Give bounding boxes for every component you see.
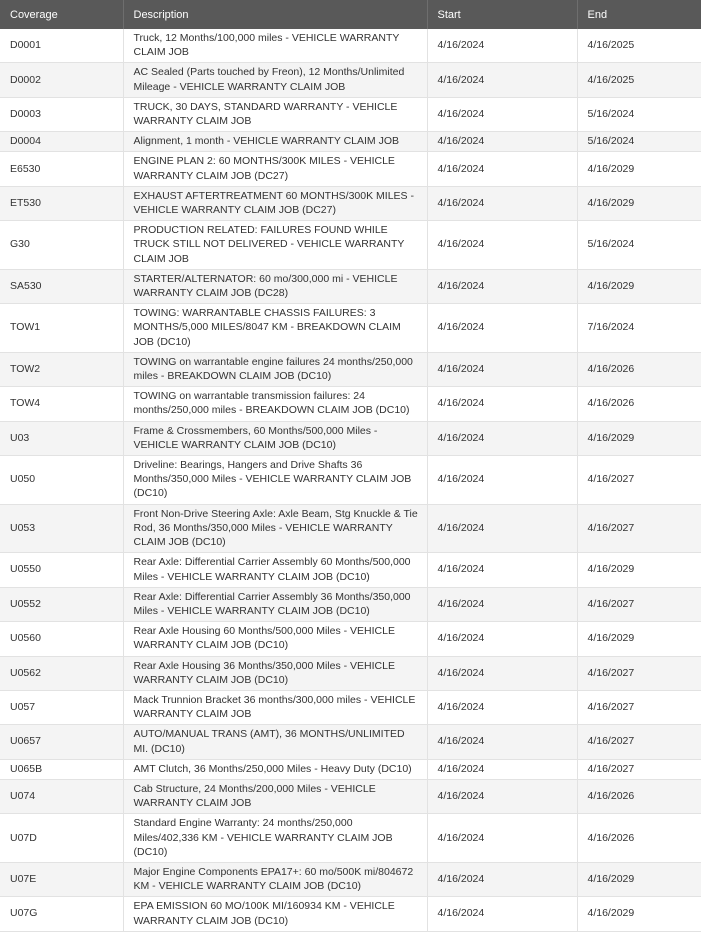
table-row[interactable] <box>0 690 701 724</box>
table-row[interactable] <box>0 186 701 220</box>
table-row[interactable] <box>0 152 701 186</box>
coverage-code: U07D <box>0 814 123 863</box>
start-date: 4/16/2024 <box>427 186 577 220</box>
start-date: 4/16/2024 <box>427 725 577 759</box>
start-date: 4/16/2024 <box>427 387 577 421</box>
coverage-code: U0552 <box>0 587 123 621</box>
end-date: 4/16/2026 <box>577 814 701 863</box>
coverage-description: Cab Structure, 24 Months/200,000 Miles - VEHICLE WARRANTY CLAIM JOB <box>123 779 427 813</box>
coverage-code: ET530 <box>0 186 123 220</box>
coverage-code: TOW1 <box>0 304 123 353</box>
start-date: 4/16/2024 <box>427 504 577 553</box>
start-date: 4/16/2024 <box>427 897 577 931</box>
end-date: 4/16/2029 <box>577 152 701 186</box>
coverage-code: SA530 <box>0 269 123 303</box>
coverage-description: TOWING on warrantable transmission failures: 24 months/250,000 miles - BREAKDOWN CLAIM JOB (DC10) <box>123 387 427 421</box>
coverage-description: EPA EMISSION 60 MO/100K MI/160934 KM - VEHICLE WARRANTY CLAIM JOB (DC10) <box>123 897 427 931</box>
coverage-description: TRUCK, 30 DAYS, STANDARD WARRANTY - VEHICLE WARRANTY CLAIM JOB <box>123 97 427 131</box>
coverage-description: PRODUCTION RELATED: FAILURES FOUND WHILE TRUCK STILL NOT DELIVERED - VEHICLE WARRANTY CLAIM JOB <box>123 221 427 270</box>
coverage-description: AMT Clutch, 36 Months/250,000 Miles - Heavy Duty (DC10) <box>123 759 427 779</box>
start-date: 4/16/2024 <box>427 269 577 303</box>
coverage-description: STARTER/ALTERNATOR: 60 mo/300,000 mi - VEHICLE WARRANTY CLAIM JOB (DC28) <box>123 269 427 303</box>
table-row[interactable] <box>0 63 701 97</box>
coverage-description: Rear Axle Housing 36 Months/350,000 Miles - VEHICLE WARRANTY CLAIM JOB (DC10) <box>123 656 427 690</box>
end-date: 4/16/2026 <box>577 387 701 421</box>
table-row[interactable] <box>0 352 701 386</box>
end-date: 4/16/2029 <box>577 897 701 931</box>
start-date: 4/16/2024 <box>427 63 577 97</box>
end-date: 4/16/2027 <box>577 587 701 621</box>
column-header-coverage[interactable]: Coverage <box>0 0 123 29</box>
start-date: 4/16/2024 <box>427 97 577 131</box>
coverage-code: E6530 <box>0 152 123 186</box>
coverage-code: U0657 <box>0 725 123 759</box>
start-date: 4/16/2024 <box>427 132 577 152</box>
coverage-code: D0002 <box>0 63 123 97</box>
table-row[interactable] <box>0 814 701 863</box>
column-header-description[interactable]: Description <box>123 0 427 29</box>
end-date: 4/16/2026 <box>577 779 701 813</box>
table-row[interactable] <box>0 387 701 421</box>
start-date: 4/16/2024 <box>427 553 577 587</box>
table-row[interactable] <box>0 725 701 759</box>
coverage-code: U053 <box>0 504 123 553</box>
end-date: 4/16/2029 <box>577 553 701 587</box>
coverage-description: ENGINE PLAN 2: 60 MONTHS/300K MILES - VEHICLE WARRANTY CLAIM JOB (DC27) <box>123 152 427 186</box>
start-date: 4/16/2024 <box>427 29 577 63</box>
coverage-description: Rear Axle: Differential Carrier Assembly 36 Months/350,000 Miles - VEHICLE WARRANTY CLAIM JOB (DC10) <box>123 587 427 621</box>
coverage-description: Alignment, 1 month - VEHICLE WARRANTY CLAIM JOB <box>123 132 427 152</box>
start-date: 4/16/2024 <box>427 622 577 656</box>
start-date: 4/16/2024 <box>427 304 577 353</box>
coverage-description: TOWING on warrantable engine failures 24 months/250,000 miles - BREAKDOWN CLAIM JOB (DC10) <box>123 352 427 386</box>
end-date: 4/16/2029 <box>577 862 701 896</box>
coverage-code: D0001 <box>0 29 123 63</box>
start-date: 4/16/2024 <box>427 421 577 455</box>
end-date: 4/16/2027 <box>577 759 701 779</box>
coverage-code: D0004 <box>0 132 123 152</box>
coverage-description: Major Engine Components EPA17+: 60 mo/500K mi/804672 KM - VEHICLE WARRANTY CLAIM JOB (DC10) <box>123 862 427 896</box>
coverage-description: Truck, 12 Months/100,000 miles - VEHICLE WARRANTY CLAIM JOB <box>123 29 427 63</box>
coverage-code: U07E <box>0 862 123 896</box>
end-date: 4/16/2027 <box>577 656 701 690</box>
table-row[interactable] <box>0 269 701 303</box>
coverage-code: U065B <box>0 759 123 779</box>
start-date: 4/16/2024 <box>427 587 577 621</box>
start-date: 4/16/2024 <box>427 779 577 813</box>
table-row[interactable] <box>0 897 701 931</box>
coverage-description: Rear Axle: Differential Carrier Assembly 60 Months/500,000 Miles - VEHICLE WARRANTY CLAIM JOB (DC10) <box>123 553 427 587</box>
coverage-description: EXHAUST AFTERTREATMENT 60 MONTHS/300K MILES - VEHICLE WARRANTY CLAIM JOB (DC27) <box>123 186 427 220</box>
end-date: 4/16/2029 <box>577 269 701 303</box>
table-row[interactable] <box>0 622 701 656</box>
coverage-code: U074 <box>0 779 123 813</box>
end-date: 4/16/2026 <box>577 352 701 386</box>
start-date: 4/16/2024 <box>427 456 577 505</box>
end-date: 7/16/2024 <box>577 304 701 353</box>
coverage-description: Standard Engine Warranty: 24 months/250,000 Miles/402,336 KM - VEHICLE WARRANTY CLAIM JOB (DC10) <box>123 814 427 863</box>
table-row[interactable] <box>0 421 701 455</box>
coverage-description: Frame & Crossmembers, 60 Months/500,000 Miles - VEHICLE WARRANTY CLAIM JOB (DC10) <box>123 421 427 455</box>
table-row[interactable] <box>0 862 701 896</box>
start-date: 4/16/2024 <box>427 352 577 386</box>
coverage-code: U0560 <box>0 622 123 656</box>
table-row[interactable] <box>0 759 701 779</box>
coverage-code: TOW2 <box>0 352 123 386</box>
coverage-description: TOWING: WARRANTABLE CHASSIS FAILURES: 3 MONTHS/5,000 MILES/8047 KM - BREAKDOWN CLAIM JOB (DC10) <box>123 304 427 353</box>
coverage-code: TOW4 <box>0 387 123 421</box>
end-date: 5/16/2024 <box>577 132 701 152</box>
start-date: 4/16/2024 <box>427 152 577 186</box>
start-date: 4/16/2024 <box>427 759 577 779</box>
coverage-code: G30 <box>0 221 123 270</box>
coverage-description: Mack Trunnion Bracket 36 months/300,000 miles - VEHICLE WARRANTY CLAIM JOB <box>123 690 427 724</box>
coverage-code: U07G <box>0 897 123 931</box>
start-date: 4/16/2024 <box>427 862 577 896</box>
table-row[interactable] <box>0 304 701 353</box>
coverage-code: U03 <box>0 421 123 455</box>
table-row[interactable] <box>0 656 701 690</box>
coverage-code: U050 <box>0 456 123 505</box>
coverage-code: U0550 <box>0 553 123 587</box>
coverage-description: AUTO/MANUAL TRANS (AMT), 36 MONTHS/UNLIMITED MI. (DC10) <box>123 725 427 759</box>
table-row[interactable] <box>0 29 701 63</box>
start-date: 4/16/2024 <box>427 656 577 690</box>
table-row[interactable] <box>0 504 701 553</box>
table-row[interactable] <box>0 553 701 587</box>
end-date: 4/16/2025 <box>577 63 701 97</box>
start-date: 4/16/2024 <box>427 221 577 270</box>
end-date: 4/16/2029 <box>577 622 701 656</box>
start-date: 4/16/2024 <box>427 690 577 724</box>
coverage-code: U0562 <box>0 656 123 690</box>
end-date: 4/16/2025 <box>577 29 701 63</box>
table-row[interactable] <box>0 587 701 621</box>
end-date: 4/16/2027 <box>577 725 701 759</box>
end-date: 4/16/2027 <box>577 504 701 553</box>
coverage-code: D0003 <box>0 97 123 131</box>
end-date: 4/16/2027 <box>577 690 701 724</box>
end-date: 4/16/2029 <box>577 186 701 220</box>
table-row[interactable] <box>0 97 701 131</box>
table-row[interactable] <box>0 132 701 152</box>
table-header-row <box>0 0 701 29</box>
coverage-code: U057 <box>0 690 123 724</box>
table-row[interactable] <box>0 221 701 270</box>
end-date: 5/16/2024 <box>577 221 701 270</box>
coverage-description: Driveline: Bearings, Hangers and Drive Shafts 36 Months/350,000 Miles - VEHICLE WARRANTY CLAIM JOB (DC10) <box>123 456 427 505</box>
column-header-start[interactable]: Start <box>427 0 577 29</box>
start-date: 4/16/2024 <box>427 814 577 863</box>
column-header-end[interactable]: End <box>577 0 701 29</box>
end-date: 4/16/2027 <box>577 456 701 505</box>
coverage-description: Rear Axle Housing 60 Months/500,000 Miles - VEHICLE WARRANTY CLAIM JOB (DC10) <box>123 622 427 656</box>
end-date: 5/16/2024 <box>577 97 701 131</box>
coverage-description: Front Non-Drive Steering Axle: Axle Beam, Stg Knuckle & Tie Rod, 36 Months/350,000 Miles - VEHICLE WARRANTY CLAIM JOB (DC10) <box>123 504 427 553</box>
table-row[interactable] <box>0 456 701 505</box>
coverage-description: AC Sealed (Parts touched by Freon), 12 Months/Unlimited Mileage - VEHICLE WARRANTY CLAIM JOB <box>123 63 427 97</box>
table-row[interactable] <box>0 779 701 813</box>
end-date: 4/16/2029 <box>577 421 701 455</box>
